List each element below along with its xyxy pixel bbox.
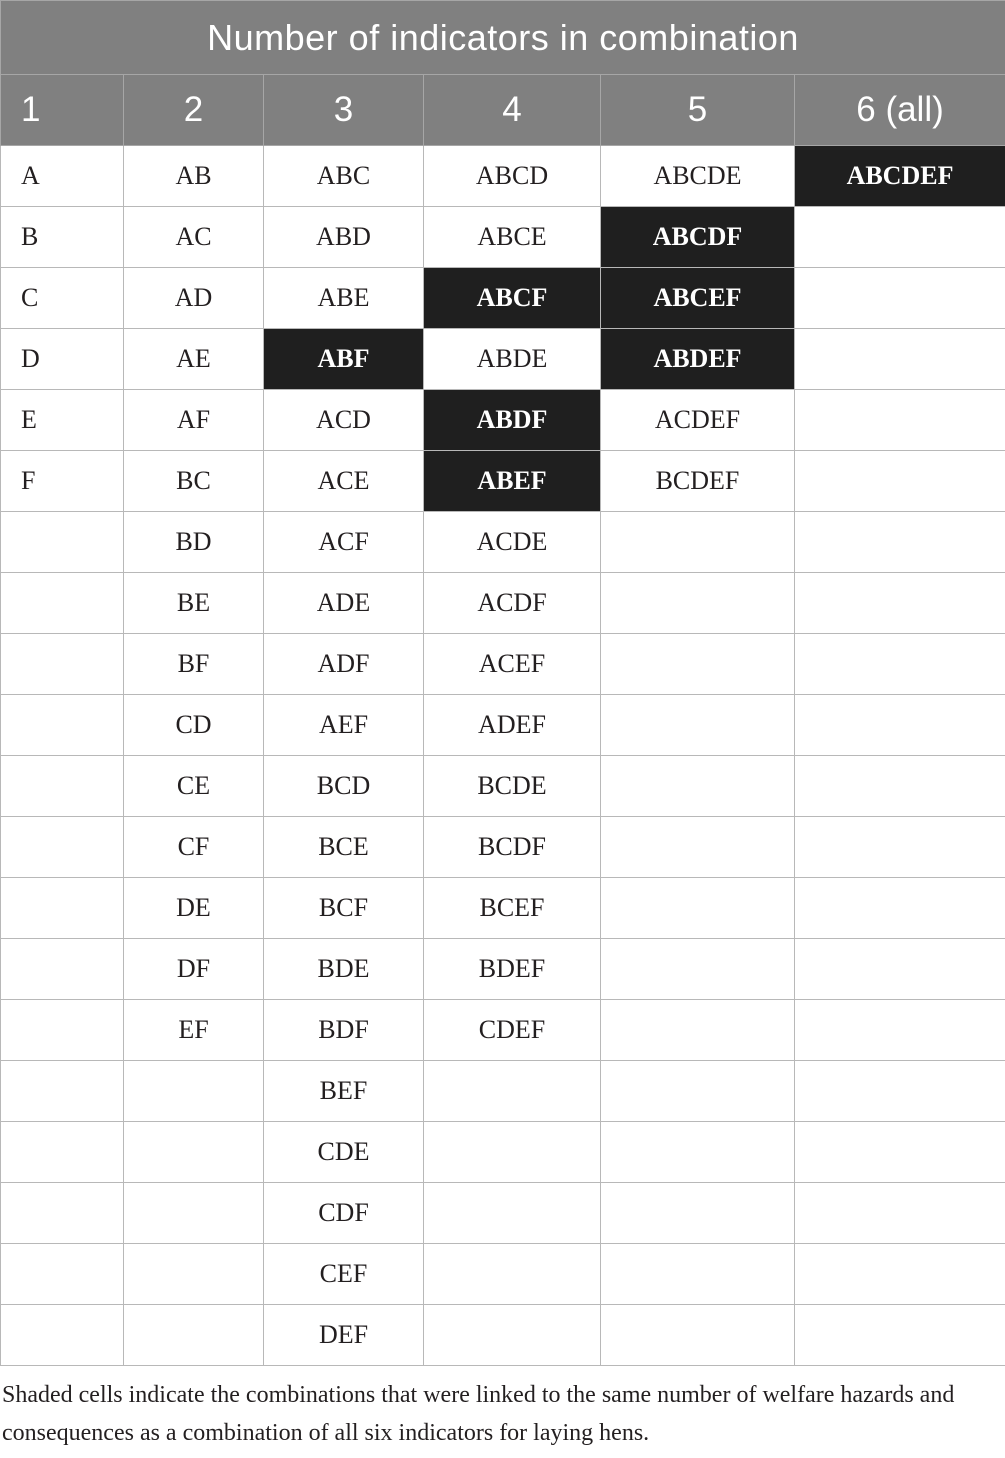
table-cell <box>795 634 1005 695</box>
table-cell: BCDEF <box>601 451 795 512</box>
table-cell: ADE <box>264 573 424 634</box>
column-header: 2 <box>124 75 264 146</box>
table-cell: BDE <box>264 939 424 1000</box>
table-row <box>1 146 1005 207</box>
table-cell <box>795 329 1005 390</box>
table-cell: ABCE <box>424 207 601 268</box>
table-row <box>1 1122 1005 1183</box>
table-cell: ABCEF <box>601 268 795 329</box>
table-cell: ABCDF <box>601 207 795 268</box>
table-cell <box>795 817 1005 878</box>
table-cell <box>795 1183 1005 1244</box>
table-cell <box>601 1061 795 1122</box>
table-row <box>1 390 1005 451</box>
table-cell: BD <box>124 512 264 573</box>
table-cell <box>601 512 795 573</box>
table-cell <box>1 1183 124 1244</box>
table-cell <box>795 207 1005 268</box>
table-row <box>1 1183 1005 1244</box>
table-cell <box>124 1244 264 1305</box>
column-header: 6 (all) <box>795 75 1005 146</box>
table-cell <box>424 1244 601 1305</box>
table-cell: DEF <box>264 1305 424 1366</box>
table-cell <box>601 695 795 756</box>
table-cell: ABCF <box>424 268 601 329</box>
column-header-row <box>1 75 1005 146</box>
table-cell: C <box>1 268 124 329</box>
table-cell: CDEF <box>424 1000 601 1061</box>
table-cell <box>795 451 1005 512</box>
table-cell: ABDF <box>424 390 601 451</box>
table-cell: BDEF <box>424 939 601 1000</box>
table-cell <box>1 756 124 817</box>
table-cell <box>795 756 1005 817</box>
table-row <box>1 512 1005 573</box>
table-cell: AC <box>124 207 264 268</box>
table-cell <box>124 1305 264 1366</box>
table-cell: CDE <box>264 1122 424 1183</box>
table-cell <box>795 1305 1005 1366</box>
table-cell: F <box>1 451 124 512</box>
table-cell <box>601 1183 795 1244</box>
table-cell: ABDEF <box>601 329 795 390</box>
table-cell: AB <box>124 146 264 207</box>
table-cell: AD <box>124 268 264 329</box>
table-cell: ABF <box>264 329 424 390</box>
table-row <box>1 756 1005 817</box>
table-cell: ACDF <box>424 573 601 634</box>
table-row <box>1 268 1005 329</box>
table-row <box>1 878 1005 939</box>
table-cell: ABDE <box>424 329 601 390</box>
table-row <box>1 451 1005 512</box>
table-cell <box>424 1305 601 1366</box>
table-cell: CDF <box>264 1183 424 1244</box>
table-cell: BCF <box>264 878 424 939</box>
table-row <box>1 207 1005 268</box>
table-cell <box>795 573 1005 634</box>
table-cell <box>795 1000 1005 1061</box>
table-cell <box>1 1305 124 1366</box>
table-cell <box>1 1244 124 1305</box>
table-cell <box>124 1061 264 1122</box>
table-cell <box>795 1122 1005 1183</box>
table-row <box>1 695 1005 756</box>
table-cell: ADF <box>264 634 424 695</box>
table-cell: BCE <box>264 817 424 878</box>
table-cell <box>124 1183 264 1244</box>
table-cell: ABCD <box>424 146 601 207</box>
table-cell <box>124 1122 264 1183</box>
table-cell: ACDEF <box>601 390 795 451</box>
column-header: 3 <box>264 75 424 146</box>
table-cell <box>1 573 124 634</box>
table-cell: CEF <box>264 1244 424 1305</box>
table-cell: BCD <box>264 756 424 817</box>
table-cell <box>601 1000 795 1061</box>
table-cell <box>1 878 124 939</box>
table-footnote: Shaded cells indicate the combinations that were linked to the same number of welfare hazards and consequences as a combination of all six indicators for laying hens. <box>2 1382 955 1446</box>
table-cell: CF <box>124 817 264 878</box>
table-row <box>1 1061 1005 1122</box>
table-row <box>1 1000 1005 1061</box>
table-cell <box>795 695 1005 756</box>
table-cell <box>1 512 124 573</box>
table-cell <box>795 268 1005 329</box>
table-cell <box>1 1122 124 1183</box>
table-cell: ACDE <box>424 512 601 573</box>
table-cell <box>601 878 795 939</box>
table-cell: A <box>1 146 124 207</box>
table-row <box>1 1305 1005 1366</box>
table-cell <box>601 817 795 878</box>
table-cell: ACD <box>264 390 424 451</box>
table-row <box>1 1244 1005 1305</box>
table-cell <box>1 1061 124 1122</box>
column-header: 1 <box>1 75 124 146</box>
column-header: 5 <box>601 75 795 146</box>
table-cell <box>795 1061 1005 1122</box>
table-cell <box>1 939 124 1000</box>
table-cell: ACEF <box>424 634 601 695</box>
table-cell <box>795 878 1005 939</box>
column-header: 4 <box>424 75 601 146</box>
table-cell <box>424 1061 601 1122</box>
table-row <box>1 573 1005 634</box>
table-cell <box>795 512 1005 573</box>
table-cell: D <box>1 329 124 390</box>
table-cell: CE <box>124 756 264 817</box>
table-cell: ACF <box>264 512 424 573</box>
table-row <box>1 634 1005 695</box>
table-cell: BF <box>124 634 264 695</box>
table-cell: BDF <box>264 1000 424 1061</box>
table-cell <box>1 695 124 756</box>
table-cell <box>424 1122 601 1183</box>
table-row <box>1 817 1005 878</box>
table-cell: DF <box>124 939 264 1000</box>
table-cell <box>795 1244 1005 1305</box>
table-cell: B <box>1 207 124 268</box>
table-cell: ABCDE <box>601 146 795 207</box>
table-cell: CD <box>124 695 264 756</box>
table-cell <box>601 1122 795 1183</box>
table-row <box>1 329 1005 390</box>
table-row <box>1 939 1005 1000</box>
table-cell: E <box>1 390 124 451</box>
table-cell <box>1 1000 124 1061</box>
table-cell: ACE <box>264 451 424 512</box>
table-cell: ABC <box>264 146 424 207</box>
table-cell <box>424 1183 601 1244</box>
table-cell: BEF <box>264 1061 424 1122</box>
table-cell: ABCDEF <box>795 146 1005 207</box>
table-cell: ABE <box>264 268 424 329</box>
table-cell: BCDE <box>424 756 601 817</box>
table-cell: AF <box>124 390 264 451</box>
table-cell: ABEF <box>424 451 601 512</box>
table-cell <box>601 1305 795 1366</box>
table-cell: ADEF <box>424 695 601 756</box>
table-cell: ABD <box>264 207 424 268</box>
table-cell <box>795 939 1005 1000</box>
table-cell: BCDF <box>424 817 601 878</box>
table-cell: BCEF <box>424 878 601 939</box>
table-cell <box>601 573 795 634</box>
table-cell <box>601 634 795 695</box>
table-cell <box>795 390 1005 451</box>
table-body <box>1 146 1005 1366</box>
table-cell: DE <box>124 878 264 939</box>
table-cell: EF <box>124 1000 264 1061</box>
table-cell <box>601 939 795 1000</box>
table-cell: AE <box>124 329 264 390</box>
table-cell: BE <box>124 573 264 634</box>
table-title: Number of indicators in combination <box>1 1 1005 75</box>
table-cell: BC <box>124 451 264 512</box>
table-cell <box>1 634 124 695</box>
table-cell <box>1 817 124 878</box>
table-cell <box>601 1244 795 1305</box>
table-cell: AEF <box>264 695 424 756</box>
table-cell <box>601 756 795 817</box>
